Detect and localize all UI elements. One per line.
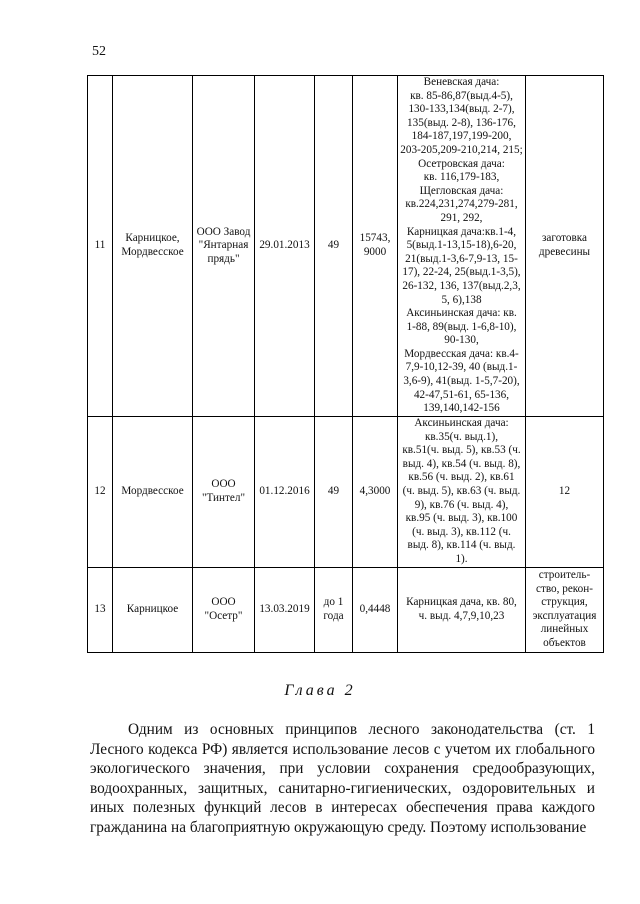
table-row [88, 416, 604, 567]
organization-cell: ООО Завод "Янтарная прядь" [193, 76, 255, 417]
area-cell: 4,3000 [353, 416, 398, 567]
table-row [88, 76, 604, 417]
term-cell: до 1 года [315, 567, 353, 652]
purpose-cell: заготовка древесины [526, 76, 604, 417]
row-number-cell: 13 [88, 567, 113, 652]
chapter-heading: Глава 2 [284, 682, 356, 699]
location-cell: Аксиньинская дача: кв.35(ч. выд.1), кв.51(ч. выд. 5), кв.53 (ч. выд. 4), кв.54 (ч. выд. 8), кв.56 (ч. выд. 2), кв.61 (ч. выд. 5), кв.63 (ч. выд. 9), кв.76 (ч. выд. 4), кв.95 (ч. выд. 3), кв.100 (ч. выд. 3), кв.112 (ч. выд. 8), кв.114 (ч. выд. 1). [398, 416, 526, 567]
area-cell: 0,4448 [353, 567, 398, 652]
lease-table [87, 75, 604, 653]
date-cell: 13.03.2019 [255, 567, 315, 652]
term-cell: 49 [315, 416, 353, 567]
municipality-cell: Карницкое [113, 567, 193, 652]
municipality-cell: Мордвесское [113, 416, 193, 567]
date-cell: 01.12.2016 [255, 416, 315, 567]
body-paragraph: Одним из основных принципов лесного законодательства (ст. 1 Лесного кодекса РФ) является использование лесов с учетом их глобального экологического значения, при условии сохранения средообразующих, водоохранных, защитных, санитарно-гигиенических, оздоровительных и иных полезных функций лесов в интересах обеспечения права каждого гражданина на благоприятную окружающую среду. Поэтому использование [90, 721, 595, 836]
row-number-cell: 12 [88, 416, 113, 567]
date-cell: 29.01.2013 [255, 76, 315, 417]
location-cell: Веневская дача: кв. 85-86,87(выд.4-5), 130-133,134(выд. 2-7), 135(выд. 2-8), 136-176, 184-187,197,199-200, 203-205,209-210,214, 215; Осетровская дача: кв. 116,179-183, Щегловская дача: кв.224,231,274,279-281, 291, 292, Карницкая дача:кв.1-4, 5(выд.1-13,15-18),6-20, 21(выд.1-3,6-7,9-13, 15- 17), 22-24, 25(выд.1-3,5), 26-132, 136, 137(выд.2,3, 5, 6),138 Аксиньинская дача: кв. 1-88, 89(выд. 1-6,8-10), 90-130, Мордвесская дача: кв.4- 7,9-10,12-39, 40 (выд.1- 3,6-9), 41(выд. 1-5,7-20), 42-47,51-61, 65-136, 139,140,142-156 [398, 76, 526, 417]
purpose-cell: 12 [526, 416, 604, 567]
municipality-cell: Карницкое, Мордвесское [113, 76, 193, 417]
term-cell: 49 [315, 76, 353, 417]
location-cell: Карницкая дача, кв. 80, ч. выд. 4,7,9,10,23 [398, 567, 526, 652]
organization-cell: ООО "Осетр" [193, 567, 255, 652]
row-number-cell: 11 [88, 76, 113, 417]
organization-cell: ООО "Тинтел" [193, 416, 255, 567]
page-number: 52 [92, 44, 106, 59]
table-row [88, 567, 604, 652]
purpose-cell: строитель- ство, рекон- струкция, эксплуатация линейных объектов [526, 567, 604, 652]
area-cell: 15743, 9000 [353, 76, 398, 417]
